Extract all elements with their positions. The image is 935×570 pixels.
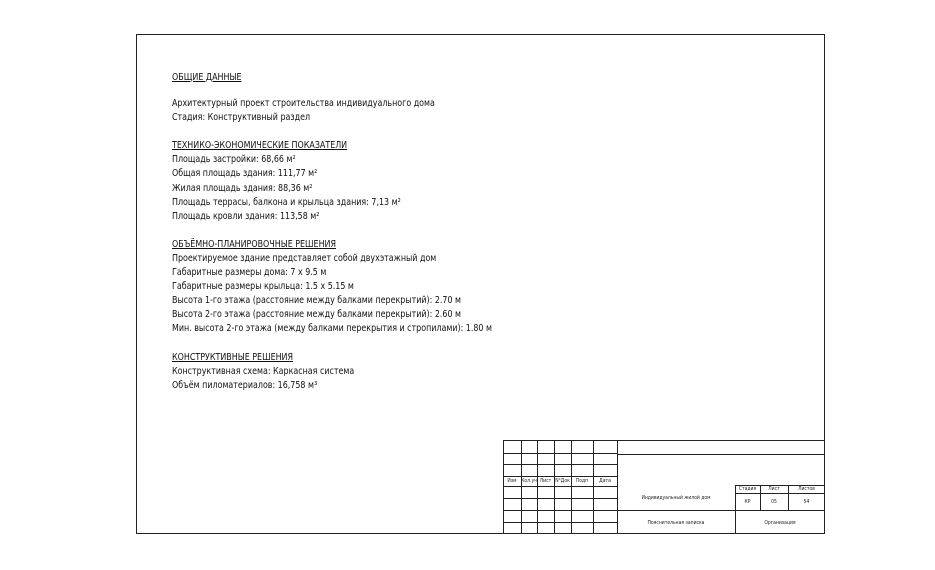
general-line-1: Архитектурный проект строительства индивидуального дома	[172, 98, 435, 110]
planning-line-2: Габаритные размеры дома: 7 х 9.5 м	[172, 267, 327, 279]
explanatory-note	[172, 71, 724, 393]
stamp-sheet-value: 05	[771, 499, 777, 505]
planning-line-6: Мин. высота 2-го этажа (между балками перекрытия и стропилами): 1.80 м	[172, 323, 493, 335]
stamp-line	[554, 440, 555, 534]
stamp-line	[503, 440, 504, 534]
stamp-sheets-value: 54	[803, 499, 810, 505]
stamp-project-name: Индивидуальный жилой дом	[641, 495, 711, 501]
stamp-col-izm: Изм	[507, 478, 517, 484]
stamp-line	[735, 493, 825, 494]
stamp-col-kol-uch: Кол.уч	[521, 478, 537, 484]
planning-line-1: Проектируемое здание представляет собой двухэтажный дом	[172, 252, 437, 264]
tech-line-4: Площадь террасы, балкона и крыльца здания: 7,13 м²	[172, 196, 401, 208]
stamp-line	[571, 440, 572, 534]
stamp-sheet-label: Лист	[768, 486, 780, 492]
planning-title: ОБЪЁМНО-ПЛАНИРОВОЧНЫЕ РЕШЕНИЯ	[172, 238, 337, 250]
stamp-line	[537, 440, 538, 534]
stamp-line	[617, 454, 825, 455]
stamp-line	[617, 510, 825, 511]
general-title: ОБЩИЕ ДАННЫЕ	[172, 72, 242, 83]
stamp-col-list: Лист	[539, 478, 552, 484]
general-line-2: Стадия: Конструктивный раздел	[172, 112, 311, 124]
tech-title: ТЕХНИКО-ЭКОНОМИЧЕСКИЕ ПОКАЗАТЕЛИ	[172, 140, 348, 152]
structural-title: КОНСТРУКТИВНЫЕ РЕШЕНИЯ	[172, 351, 294, 363]
stamp-line	[521, 440, 522, 534]
tech-line-5: Площадь кровли здания: 113,58 м²	[172, 210, 320, 222]
tech-line-2: Общая площадь здания: 111,77 м²	[172, 168, 318, 180]
structural-line-1: Конструктивная схема: Каркасная система	[172, 365, 355, 377]
stamp-line	[593, 440, 594, 534]
planning-line-5: Высота 2-го этажа (расстояние между балками перекрытий): 2.60 м	[172, 309, 462, 321]
stamp-stage-value: КР	[744, 499, 751, 505]
stamp-doc-name: Пояснительная записка	[647, 520, 705, 526]
drawing-sheet	[136, 34, 825, 534]
planning-line-4: Высота 1-го этажа (расстояние между балками перекрытий): 2.70 м	[172, 295, 462, 307]
structural-line-2: Объём пиломатериалов: 16,758 м³	[172, 379, 318, 391]
stamp-col-ndoc: N°Док	[555, 478, 570, 484]
tech-line-1: Площадь застройки: 68,66 м²	[172, 154, 296, 166]
stamp-stage-label: Стадия	[738, 486, 757, 492]
planning-line-3: Габаритные размеры крыльца: 1.5 х 5.15 м	[172, 281, 354, 293]
stamp-organization: Организация	[764, 520, 796, 526]
title-block	[503, 440, 825, 534]
stamp-col-data: Дата	[599, 478, 611, 484]
stamp-line	[503, 440, 825, 441]
tech-line-3: Жилая площадь здания: 88,36 м²	[172, 182, 313, 194]
stamp-sheets-label: Листов	[798, 486, 815, 492]
stamp-col-podp: Подп	[575, 478, 589, 484]
